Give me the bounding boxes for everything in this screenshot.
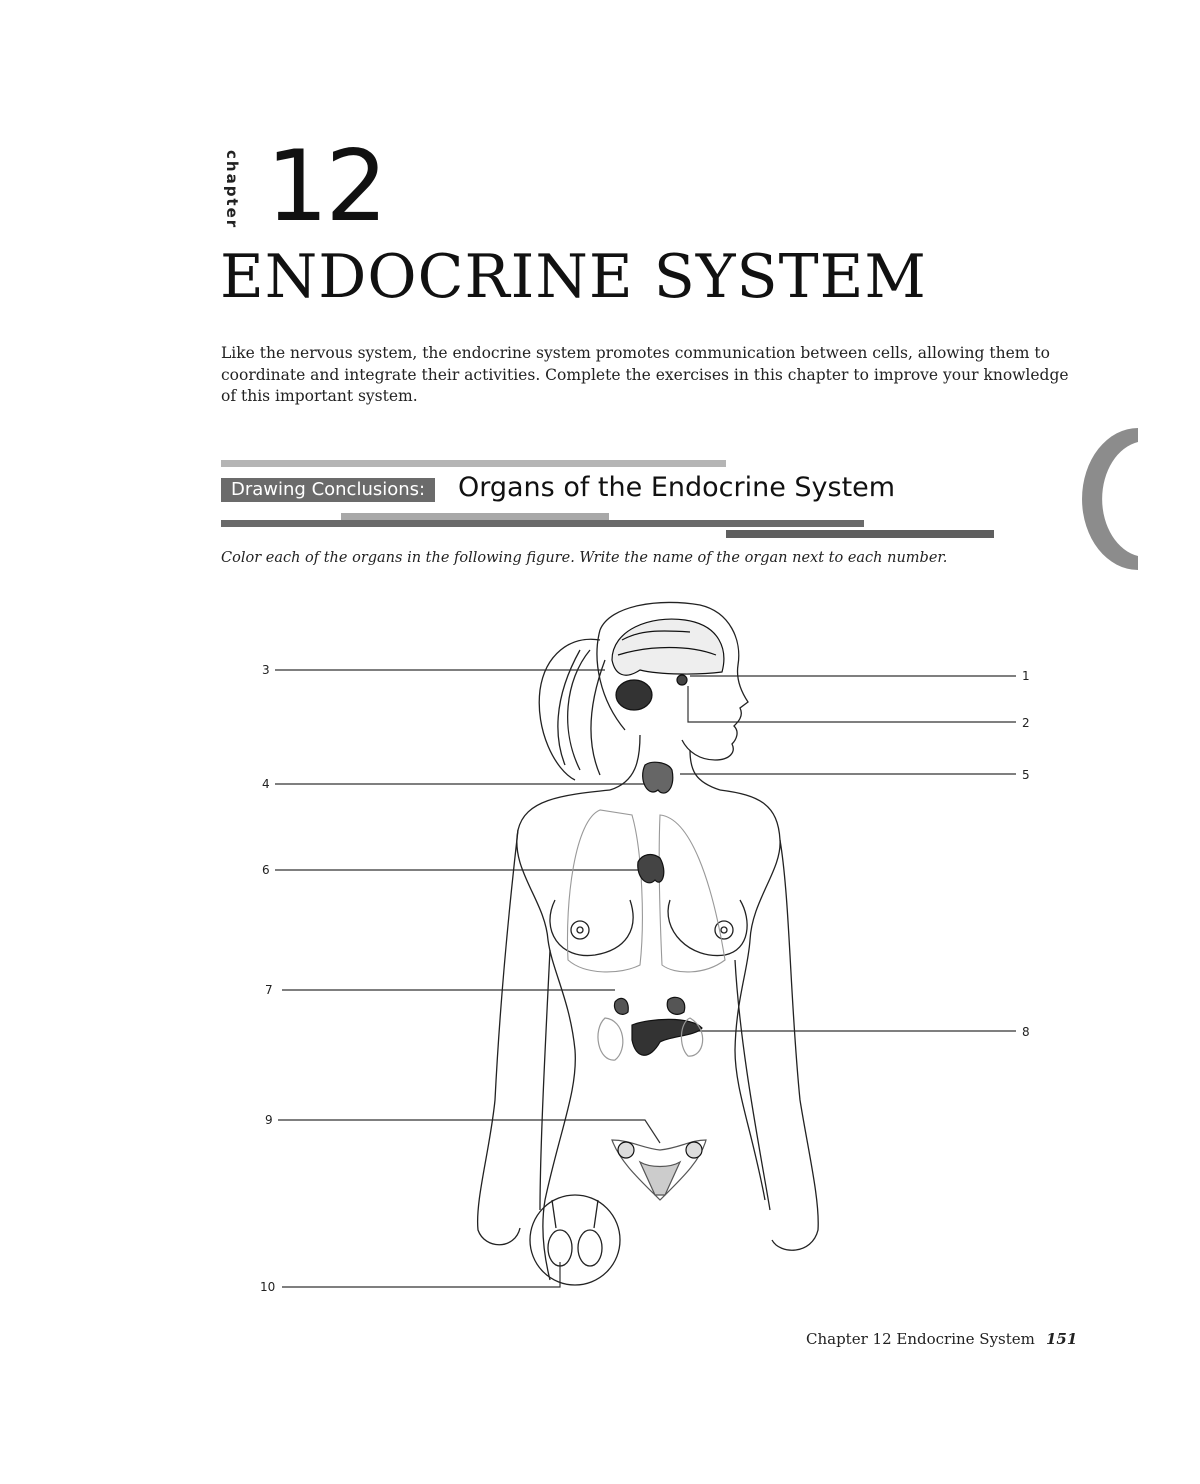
figure-label-6: 6 bbox=[262, 863, 270, 877]
page-number: 151 bbox=[1046, 1330, 1078, 1348]
chapter-title: ENDOCRINE SYSTEM bbox=[220, 242, 927, 312]
section-title: Organs of the Endocrine System bbox=[458, 472, 896, 503]
instructions: Color each of the organs in the following figure. Write the name of the organ next to each number. bbox=[221, 550, 948, 566]
organs bbox=[598, 619, 724, 1200]
figure-label-1: 1 bbox=[1022, 669, 1030, 683]
footer-running-title: Chapter 12 Endocrine System bbox=[806, 1330, 1035, 1348]
figure-label-9: 9 bbox=[265, 1113, 273, 1127]
figure-label-7: 7 bbox=[265, 983, 273, 997]
figure-label-3: 3 bbox=[262, 663, 270, 677]
figure-label-2: 2 bbox=[1022, 716, 1030, 730]
figure-label-4: 4 bbox=[262, 777, 270, 791]
figure-label-10: 10 bbox=[260, 1280, 276, 1294]
chapter-number: 12 bbox=[266, 130, 385, 244]
intro-paragraph: Like the nervous system, the endocrine system promotes communication between cells, allowing them to coordinate and integrate their activities. Complete the exercises in this chapter to improve your knowledge of this important system. bbox=[221, 344, 1069, 405]
figure-label-5: 5 bbox=[1022, 768, 1030, 782]
chapter-word: chapter bbox=[223, 150, 241, 230]
section-tag: Drawing Conclusions: bbox=[221, 478, 435, 502]
figure-label-8: 8 bbox=[1022, 1025, 1030, 1039]
leader-lines bbox=[275, 670, 1016, 1287]
lungs bbox=[567, 810, 725, 972]
